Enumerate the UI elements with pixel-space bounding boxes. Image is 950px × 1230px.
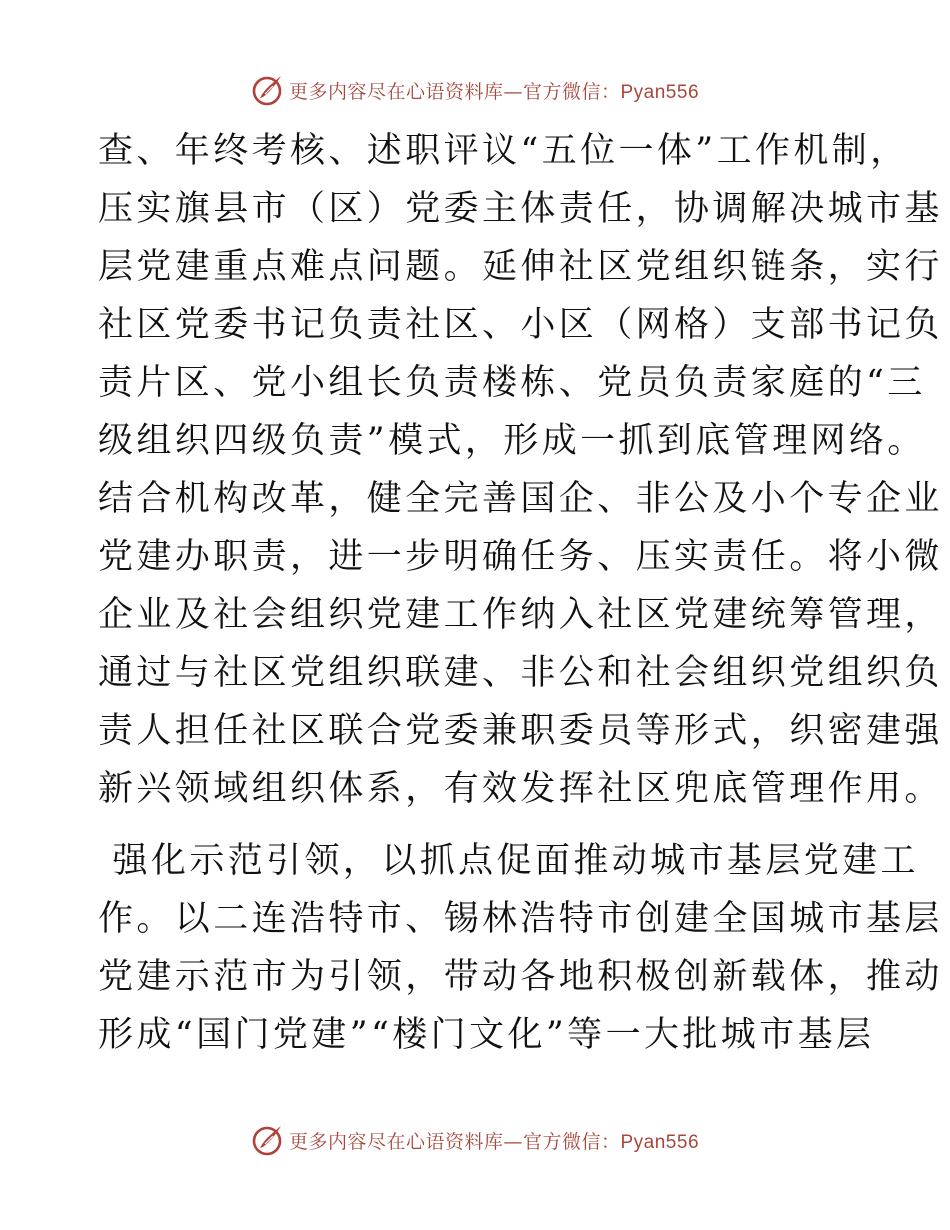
text-line: 通过与社区党组织联建、非公和社会组织党组织负 bbox=[98, 653, 943, 693]
quill-logo-icon bbox=[251, 1123, 285, 1157]
text-line: 新兴领域组织体系，有效发挥社区兜底管理作用。 bbox=[98, 769, 943, 809]
paragraph-1 bbox=[98, 122, 943, 818]
text-line: 党建办职责，进一步明确任务、压实责任。将小微 bbox=[98, 537, 943, 577]
text-line: 查、年终考核、述职评议“五位一体”工作机制， bbox=[98, 131, 909, 171]
text-line: 形成“国门党建”“楼门文化”等一大批城市基层 bbox=[98, 1015, 875, 1055]
text-line: 党建示范市为引领，带动各地积极创新载体，推动 bbox=[98, 957, 943, 997]
header-watermark-text: 更多内容尽在心语资料库—官方微信：Pyan556 bbox=[288, 80, 700, 103]
text-line: 强化示范引领，以抓点促面推动城市基层党建工 bbox=[98, 841, 919, 881]
text-line: 级组织四级负责”模式，形成一抓到底管理网络。 bbox=[98, 421, 926, 461]
text-line: 责片区、党小组长负责楼栋、党员负责家庭的“三 bbox=[98, 363, 926, 403]
paragraph-2 bbox=[98, 832, 943, 1064]
text-line: 责人担任社区联合党委兼职委员等形式，织密建强 bbox=[98, 711, 943, 751]
text-line: 压实旗县市（区）党委主体责任，协调解决城市基 bbox=[98, 189, 943, 229]
text-line: 层党建重点难点问题。延伸社区党组织链条，实行 bbox=[98, 247, 943, 287]
footer-watermark-text: 更多内容尽在心语资料库—官方微信：Pyan556 bbox=[288, 1130, 700, 1153]
quill-logo-icon bbox=[251, 73, 285, 107]
paragraph-gap bbox=[98, 818, 858, 832]
document-body bbox=[98, 122, 943, 1064]
footer-watermark bbox=[0, 1120, 950, 1160]
text-line: 企业及社会组织党建工作纳入社区党建统筹管理， bbox=[98, 595, 943, 635]
header-watermark bbox=[0, 70, 950, 110]
text-line: 作。以二连浩特市、锡林浩特市创建全国城市基层 bbox=[98, 899, 943, 939]
text-line: 结合机构改革，健全完善国企、非公及小个专企业 bbox=[98, 479, 943, 519]
text-line: 社区党委书记负责社区、小区（网格）支部书记负 bbox=[98, 305, 943, 345]
